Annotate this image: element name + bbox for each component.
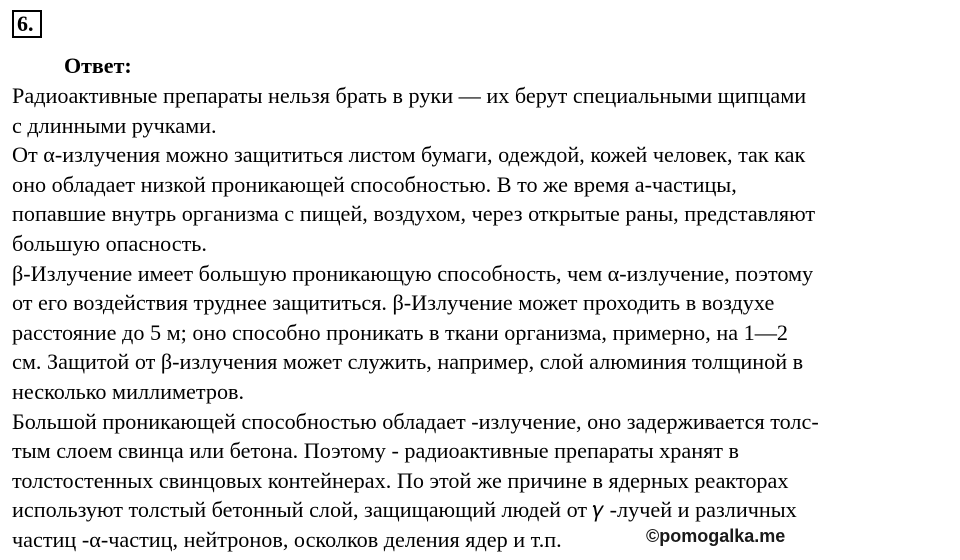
text-line: большую опасность. <box>12 230 207 256</box>
text-line: Радиоактивные препараты нельзя брать в руки — их берут специальными щипцами <box>12 83 807 108</box>
text-line: с длинными ручками. <box>12 112 217 138</box>
answer-heading: Ответ: <box>64 53 132 78</box>
answer-body <box>12 81 952 555</box>
text-line: см. Защитой от β-излучения может служить, например, слой алюминия толщиной в <box>12 349 804 375</box>
text-line: расстояние до 5 м; оно способно проникать в ткани организма, примерно, на 1—2 <box>12 319 788 345</box>
text-line: тым слоем свинца или бетона. Поэтому - радиоактивные препараты хранят в <box>12 438 740 464</box>
watermark-text: ©pomogalka.me <box>646 526 786 546</box>
text-line: частиц -α-частиц, нейтронов, осколков деления ядер и т.п. <box>12 526 562 552</box>
text-line: β-Излучение имеет большую проникающую способность, чем α-излучение, поэтому <box>12 260 814 286</box>
text-line: оно обладает низкой проникающей способностью. В то же время а-частицы, <box>12 171 737 197</box>
text-line: используют толстый бетонный слой, защищающий людей от 𝛾 -лучей и различных <box>12 497 797 523</box>
text-line: толстостенных свинцовых контейнерах. По этой же причине в ядерных реакторах <box>12 467 789 493</box>
text-line: Большой проникающей способностью обладает -излучение, оно задерживается толс- <box>12 408 819 434</box>
text-line: несколько миллиметров. <box>12 378 245 404</box>
text-line: от его воздействия труднее защититься. β-Излучение может проходить в воздухе <box>12 290 775 316</box>
text-line: От α-излучения можно защититься листом бумаги, одеждой, кожей человек, так как <box>12 142 806 168</box>
task-number-box: 6. <box>12 10 42 38</box>
text-line: попавшие внутрь организма с пищей, воздухом, через открытые раны, представляют <box>12 201 816 227</box>
